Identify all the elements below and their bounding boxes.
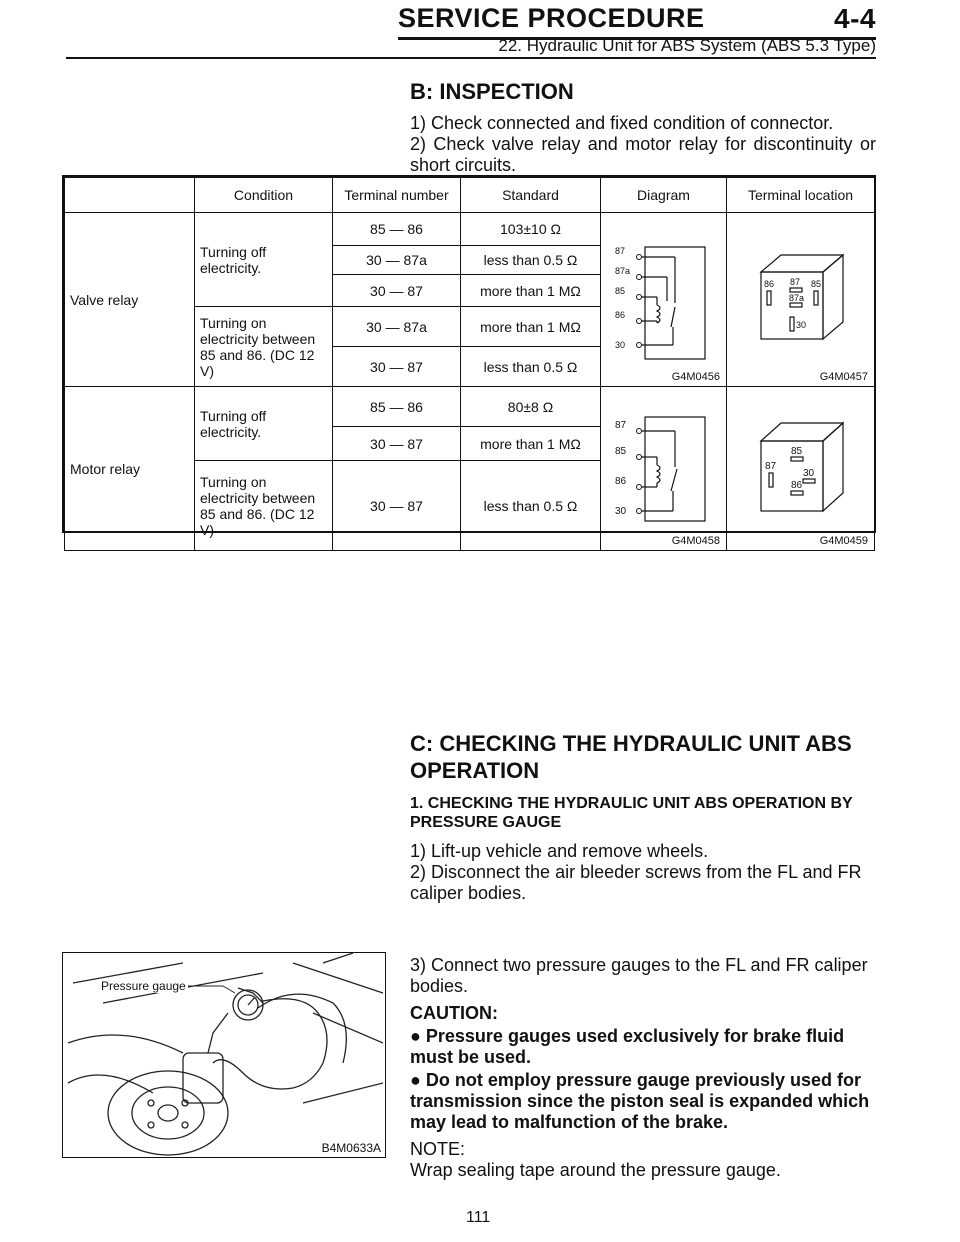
motor-location-cell [727,387,875,551]
terminal-cell: 85 — 86 [333,387,461,427]
pin-label: 86 [763,278,774,289]
terminal-cell: 30 — 87a [333,307,461,347]
valve-relay-diagram [601,227,727,377]
valve-location-cell [727,213,875,387]
checking-step: 2) Disconnect the air bleeder screws from the FL and FR caliper bodies. [410,862,862,903]
note-text: Wrap sealing tape around the pressure gauge. [410,1160,781,1180]
valve-cond-off: Turning off electricity. [195,213,333,307]
pin-label: 30 [802,467,814,479]
inspection-steps [410,113,876,176]
pin-label: 30 [615,339,626,350]
pin-label: 30 [795,319,806,330]
pin-label: 87a [788,292,804,303]
pin-label: 87 [615,245,626,256]
figure-code: G4M0456 [671,371,720,383]
figure-code: G4M0458 [671,535,720,547]
checking-step: 3) Connect two pressure gauges to the FL and FR caliper bodies. [410,955,868,996]
pin-label: 30 [615,505,627,517]
section-number: 4-4 [834,3,876,34]
motor-cond-off: Turning off electricity. [195,387,333,461]
valve-relay-name: Valve relay [65,213,195,387]
page-number: 111 [466,1209,491,1226]
figure-code: G4M0459 [819,535,868,547]
header-terminal: Terminal number [333,178,461,213]
standard-cell: 80±8 Ω [461,387,601,427]
caution-item [410,1070,878,1133]
header-title: SERVICE PROCEDURE [398,3,705,33]
checking-step: 1) Lift-up vehicle and remove wheels. [410,841,709,861]
pin-label: 85 [810,278,821,289]
checking-steps [410,841,876,904]
pressure-gauge-illustration [62,952,386,1158]
table-row [65,213,875,246]
pin-label: 86 [615,309,626,320]
inspection-step: 2) Check valve relay and motor relay for discontinuity or short circuits. [410,134,876,175]
note-label: NOTE: [410,1139,466,1159]
figure-code: B4M0633A [321,1141,381,1155]
figure-code: G4M0457 [819,371,868,383]
terminal-cell: 85 — 86 [333,213,461,246]
pin-label: 86 [615,475,627,487]
caution-label: CAUTION: [410,1003,498,1023]
bullet-icon: ● [410,1070,421,1090]
motor-relay-name: Motor relay [65,387,195,551]
header-standard: Standard [461,178,601,213]
standard-cell: 103±10 Ω [461,213,601,246]
pin-label: 87 [615,419,627,431]
standard-cell: more than 1 MΩ [461,307,601,347]
pin-label: 87 [789,276,800,287]
motor-relay-terminal-location [731,401,871,539]
relay-inspection-table [62,175,876,547]
motor-diagram-cell [601,387,727,551]
checking-subtitle: 1. CHECKING THE HYDRAULIC UNIT ABS OPERATION BY PRESSURE GAUGE [410,795,853,831]
terminal-cell: 30 — 87 [333,275,461,307]
terminal-cell: 30 — 87 [333,427,461,461]
motor-cond-on: Turning on electricity between 85 and 86. (DC 12 V) [195,461,333,551]
pin-label: 85 [790,445,802,457]
valve-diagram-cell [601,213,727,387]
pin-label: 87 [764,460,776,472]
pressure-gauge-label: Pressure gauge [101,979,186,993]
inspection-step: 1) Check connected and fixed condition of connector. [410,113,834,133]
pin-label: 85 [615,445,627,457]
header-blank [65,178,195,213]
terminal-cell: 30 — 87 [333,461,461,551]
caution-item [410,1026,878,1068]
terminal-cell: 30 — 87 [333,347,461,387]
header-diagram: Diagram [601,178,727,213]
pin-label: 85 [615,285,626,296]
standard-cell: less than 0.5 Ω [461,347,601,387]
motor-relay-diagram [601,401,727,539]
table-row [65,387,875,427]
standard-cell: less than 0.5 Ω [461,461,601,551]
header-subtitle: 22. Hydraulic Unit for ABS System (ABS 5.3 Type) [498,36,876,55]
checking-steps-continued [410,955,878,1187]
bullet-icon: ● [410,1026,421,1046]
table-header-row [65,178,875,213]
caution-text: Do not employ pressure gauge previously used for transmission since the piston seal is expanded which may lead to malfunction of the brake. [410,1070,870,1132]
pin-label: 86 [790,479,802,491]
header-location: Terminal location [727,178,875,213]
caution-text: Pressure gauges used exclusively for brake fluid must be used. [410,1026,845,1067]
inspection-title: B: INSPECTION [410,79,574,104]
standard-cell: more than 1 MΩ [461,275,601,307]
header-condition: Condition [195,178,333,213]
page-header [398,3,876,35]
checking-title: C: CHECKING THE HYDRAULIC UNIT ABS OPERATION [410,731,852,783]
terminal-cell: 30 — 87a [333,246,461,275]
header-rule-full [66,57,876,59]
valve-cond-on: Turning on electricity between 85 and 86. (DC 12 V) [195,307,333,387]
standard-cell: more than 1 MΩ [461,427,601,461]
valve-relay-terminal-location [731,227,871,377]
pin-label: 87a [615,265,631,276]
standard-cell: less than 0.5 Ω [461,246,601,275]
